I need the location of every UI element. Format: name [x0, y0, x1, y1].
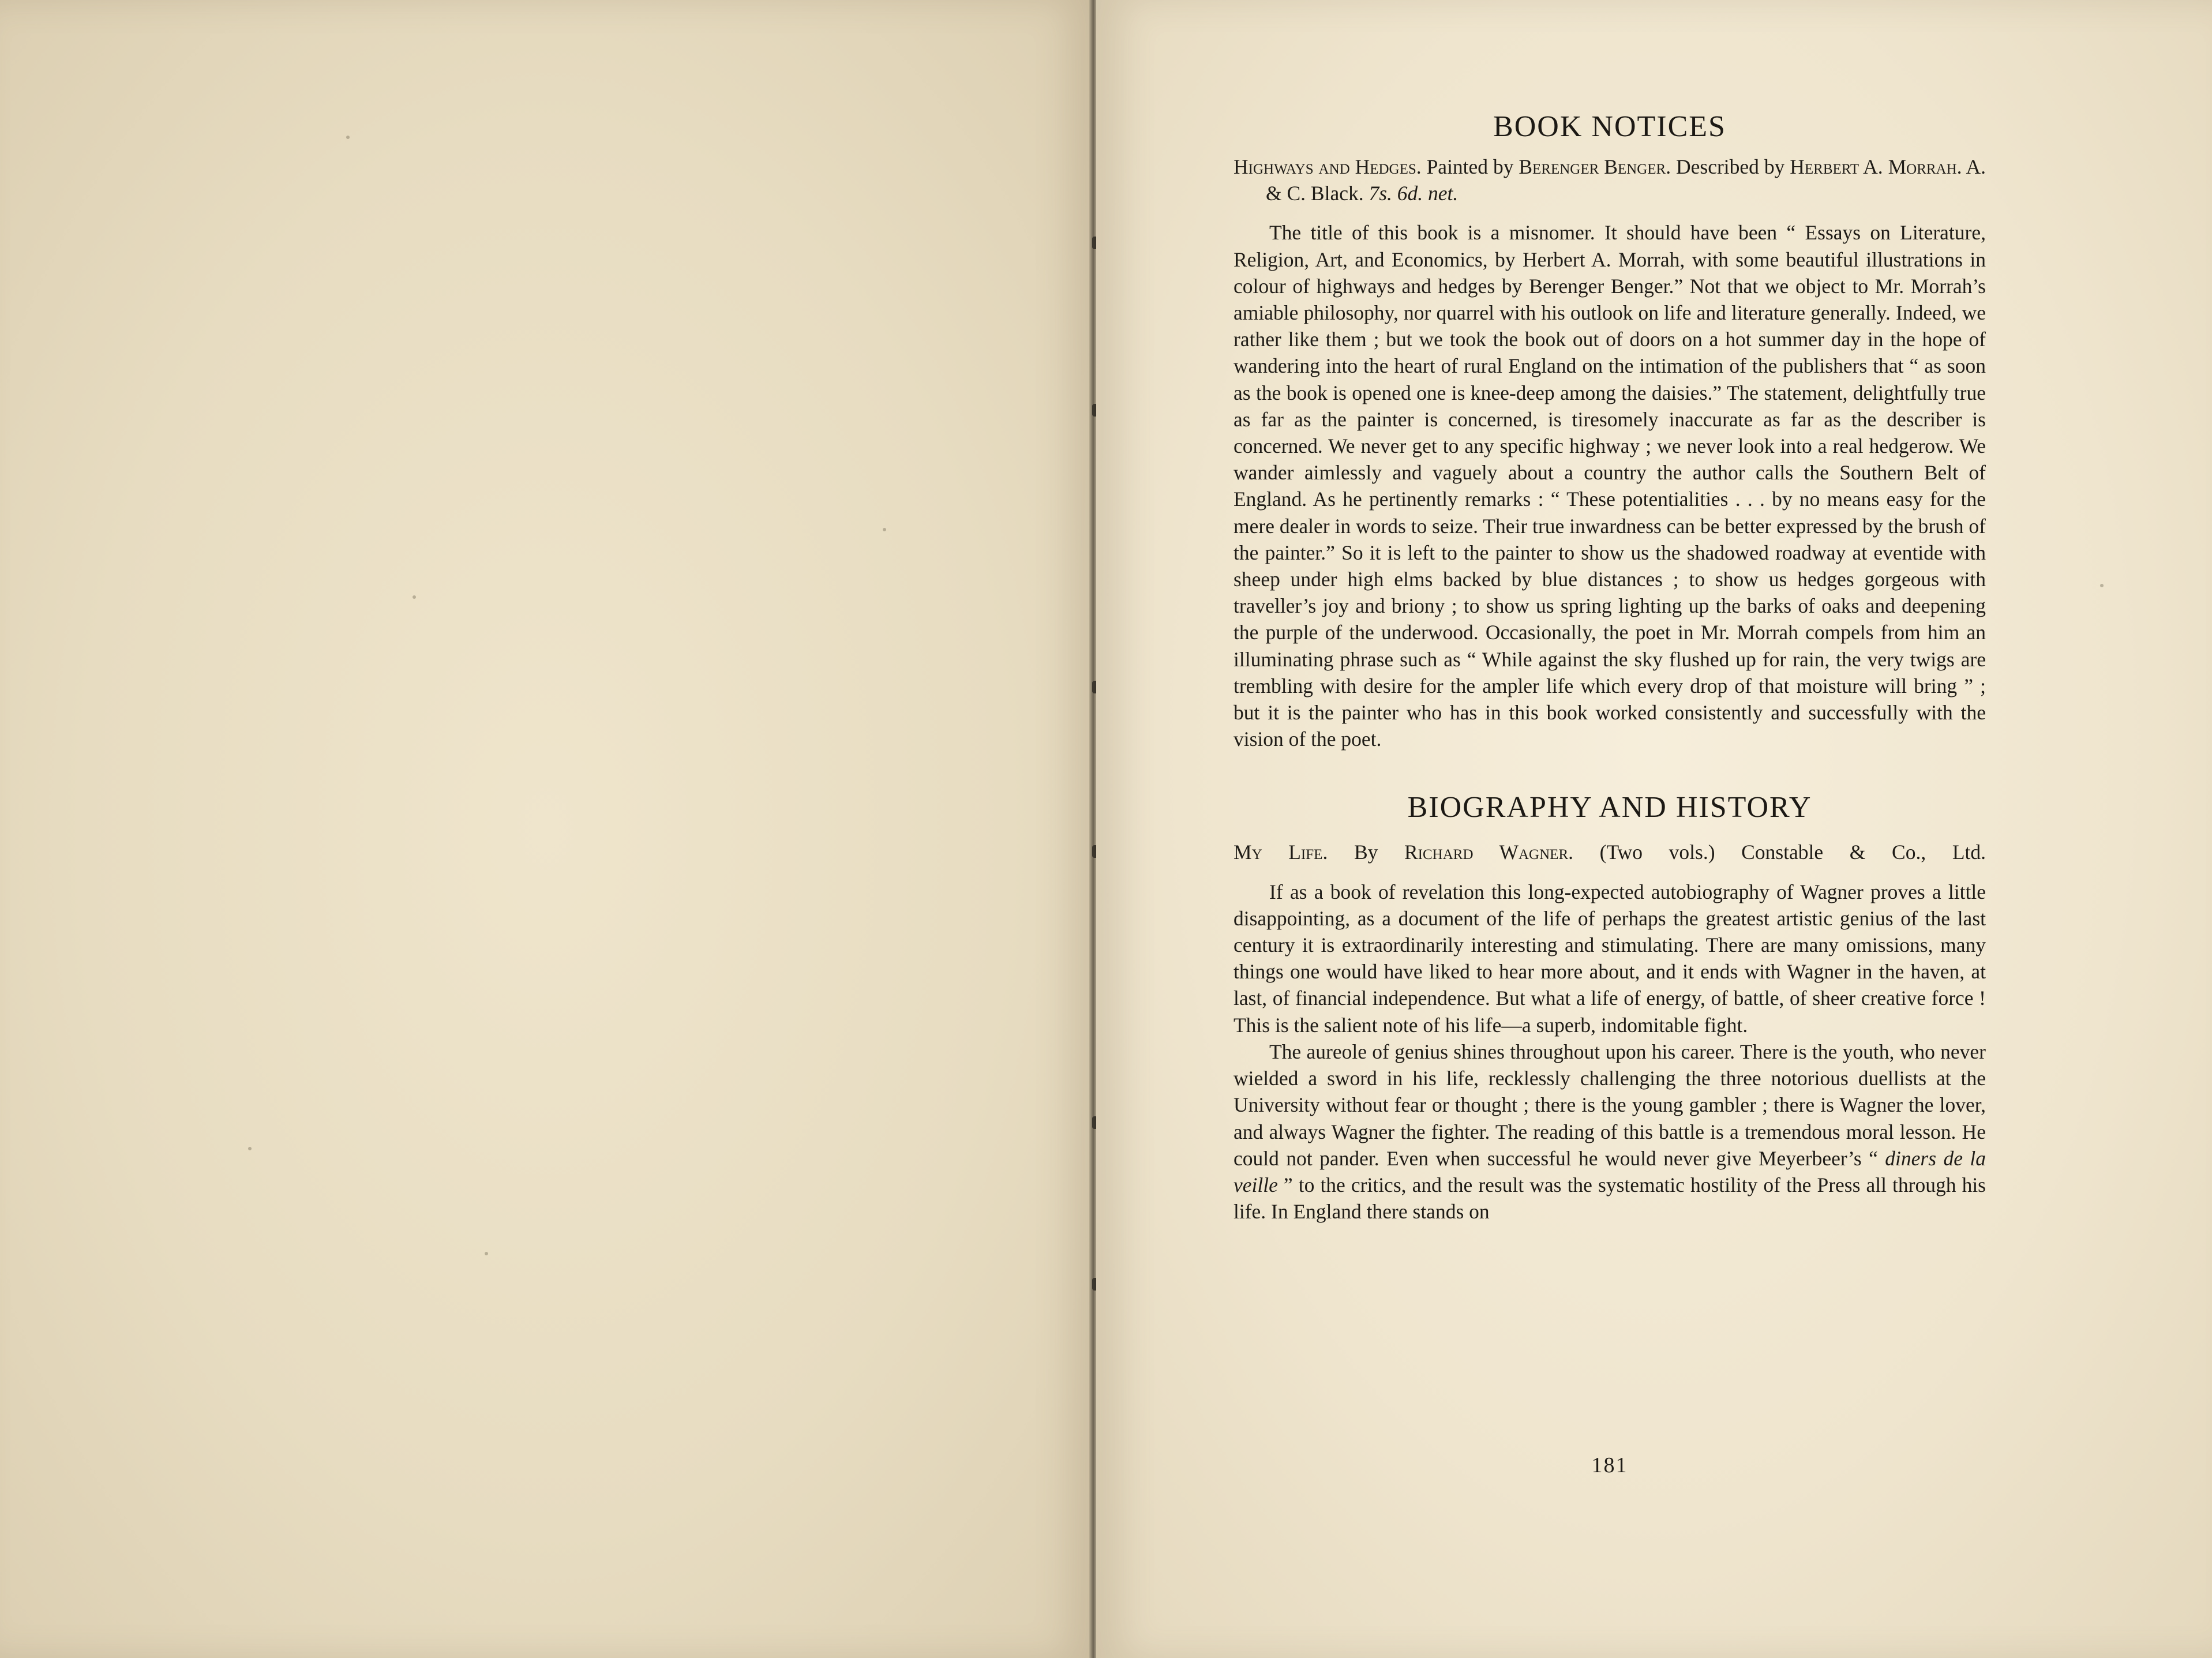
page-text — [1234, 110, 1986, 1225]
paper-speck — [883, 528, 886, 531]
author-name: Herbert A. Morrah — [1790, 155, 1957, 178]
author-name: Richard Wagner — [1404, 841, 1569, 864]
review-paragraph: If as a book of revelation this long-expected autobiography of Wagner proves a little disappointing, as a document of the life of perhaps the greatest artistic genius of the last century it is extraordinarily interesting and stimulating. There are many omissions, many things one would have liked to hear more about, and it ends with Wagner in the haven, at last, of financial independence. But what a life of energy, of battle, of sheer creative force ! This is the salient note of his life—a superb, indomitable fight. — [1234, 880, 1986, 1037]
heading-biography-and-history: BIOGRAPHY AND HISTORY — [1407, 791, 1812, 824]
publisher-text: . (Two vols.) Constable & Co., Ltd. — [1568, 841, 1986, 864]
italic-phrase: diners de la veille — [1234, 1146, 1986, 1196]
book-title: Highways and Hedges — [1234, 155, 1416, 178]
entry-header-my-life — [1234, 839, 1986, 865]
paper-speck — [413, 595, 416, 599]
left-page — [0, 0, 1092, 1658]
painted-by-text: . Painted by — [1416, 155, 1519, 178]
heading-book-notices: BOOK NOTICES — [1493, 110, 1726, 143]
painter-name: Berenger Benger — [1519, 155, 1666, 178]
book-title: My Life — [1234, 841, 1323, 864]
described-by-text: . Described by — [1666, 155, 1790, 178]
publisher-text: . A. & C. Black. — [1266, 155, 1986, 205]
paper-speck — [248, 1147, 252, 1150]
paper-speck — [485, 1252, 488, 1255]
paragraph-text: ” to the critics, and the result was the systematic hostility of the Press all through his life. In England there stands on — [1234, 1173, 1986, 1224]
paragraph-text: The aureole of genius shines throughout upon his career. There is the youth, who never wielded a sword in his life, recklessly challenging the three notorious duellists at the University without fear or thought ; there is the young gambler ; there is Wagner the lover, and always Wagner the fighter. The reading of this battle is a tremendous moral lesson. He could not pander. Even when successful he would never give Meyerbeer’s “ — [1234, 1040, 1986, 1170]
entry-header-highways-and-hedges — [1234, 153, 1986, 207]
review-paragraph — [1234, 1038, 1986, 1225]
page-number: 181 — [1591, 1453, 1628, 1477]
paper-speck — [2100, 584, 2104, 587]
by-text: . By — [1322, 841, 1404, 864]
review-paragraph: The title of this book is a misnomer. It should have been “ Essays on Literature, Religion, Art, and Economics, by Herbert A. Morrah, with some beautiful illustrations in colour of highways and hedges by Berenger Benger.” Not that we object to Mr. Morrah’s amiable philosophy, nor quarrel with his outlook on life and literature generally. Indeed, we rather like them ; but we took the book out of doors on a hot summer day in the hope of wandering into the heart of rural England on the intimation of the publishers that “ as soon as the book is opened one is knee-deep among the daisies.” The statement, delightfully true as far as the painter is concerned, is tiresomely inaccurate as far as the describer is concerned. We never get to any specific highway ; we never look into a real hedgerow. We wander aimlessly and vaguely about a country the author calls the Southern Belt of England. As he pertinently remarks : “ These potentialities . . . by no means easy for the mere dealer in words to seize. Their true inwardness can be better expressed by the brush of the painter.” So it is left to the painter to show us the shadowed roadway at eventide with sheep under high elms backed by blue distances ; to show us hedges gorgeous with traveller’s joy and briony ; to show us spring lighting up the barks of oaks and deepening the purple of the underwood. Occasionally, the poet in Mr. Morrah compels from him an illuminating phrase such as “ While against the sky flushed up for rain, the very twigs are trembling with desire for the ampler life which every drop of that moisture will bring ” ; but it is the painter who has in this book worked consistently and successfully with the vision of the poet. — [1234, 221, 1986, 751]
paper-speck — [346, 136, 350, 139]
price-text: 7s. 6d. net. — [1369, 182, 1459, 205]
